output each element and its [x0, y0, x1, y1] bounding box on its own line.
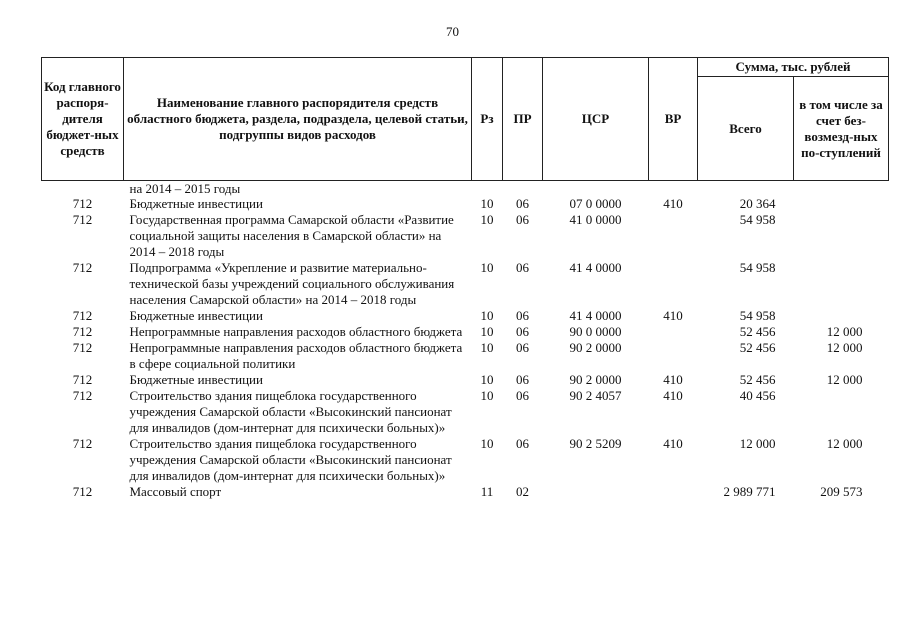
vr-cell	[649, 324, 698, 340]
rz-cell: 10	[480, 340, 494, 355]
vr-cell: 410	[663, 436, 683, 451]
table-row	[42, 340, 889, 372]
code-cell: 712	[72, 324, 93, 339]
rz-cell: 10	[480, 436, 494, 451]
rz-cell: 10	[480, 324, 494, 339]
rz-cell: 10	[480, 372, 494, 387]
code-cell: 712	[72, 436, 93, 451]
code-cell: 712	[72, 372, 93, 387]
pr-cell: 06	[516, 372, 529, 387]
header-csr: ЦСР	[543, 58, 649, 181]
total-cell: 52 456	[739, 324, 776, 339]
name-cell: Непрограммные направления расходов областного бюджета	[129, 324, 463, 339]
name-cell: Государственная программа Самарской области «Развитие социальной защиты населения в Самарской области» на 2014 – 2018 годы	[129, 212, 454, 259]
header-vr: ВР	[649, 58, 698, 181]
pr-cell: 06	[516, 260, 529, 275]
rz-cell: 11	[480, 484, 494, 499]
table-row	[42, 212, 889, 260]
csr-cell: 41 0 0000	[569, 212, 622, 227]
header-free: в том числе за счет без-возмезд-ных по-ступлений	[794, 77, 889, 181]
total-cell: 54 958	[739, 212, 776, 227]
code-cell: 712	[72, 388, 93, 403]
free-cell: 209 573	[820, 484, 863, 499]
name-cell: Массовый спорт	[129, 484, 222, 499]
rz-cell: 10	[480, 388, 494, 403]
code-cell: 712	[72, 212, 93, 227]
vr-cell	[649, 340, 698, 372]
page-number: 70	[446, 24, 459, 39]
table-body	[42, 181, 889, 501]
header-rz: Рз	[472, 58, 503, 181]
code-cell: 712	[72, 260, 93, 275]
total-cell: 52 456	[739, 340, 776, 355]
csr-cell: 90 2 0000	[569, 372, 622, 387]
header-name: Наименование главного распорядителя средств областного бюджета, раздела, подраздела, целевой статьи, подгруппы видов расходов	[124, 58, 472, 181]
vr-cell	[649, 484, 698, 500]
code-cell: 712	[72, 484, 93, 499]
csr-cell: 90 2 4057	[569, 388, 622, 403]
free-cell: 12 000	[826, 436, 863, 451]
vr-cell	[649, 260, 698, 308]
name-cell: Бюджетные инвестиции	[129, 196, 263, 211]
free-cell: 12 000	[826, 372, 863, 387]
vr-cell: 410	[663, 308, 683, 323]
pr-cell: 06	[516, 388, 529, 403]
rz-cell: 10	[480, 212, 494, 227]
header-pr: ПР	[503, 58, 543, 181]
free-cell	[794, 260, 889, 308]
vr-cell: 410	[663, 372, 683, 387]
header-sum-group: Сумма, тыс. рублей	[698, 58, 889, 77]
header-total: Всего	[698, 77, 794, 181]
total-cell: 2 989 771	[723, 484, 776, 499]
free-cell	[794, 388, 889, 436]
free-cell	[794, 196, 889, 212]
free-cell: 12 000	[826, 340, 863, 355]
csr-cell: 41 4 0000	[569, 308, 622, 323]
code-cell: 712	[72, 196, 93, 211]
header-code: Код главного распоря-дителя бюджет-ных средств	[42, 58, 124, 181]
code-cell: 712	[72, 308, 93, 323]
table-row	[42, 324, 889, 340]
table-row	[42, 372, 889, 388]
table-row	[42, 308, 889, 324]
free-cell	[794, 212, 889, 260]
total-cell: 12 000	[739, 436, 776, 451]
name-cell: Строительство здания пищеблока государственного учреждения Самарской области «Высокинский пансионат для инвалидов (дом-интернат для психически больных)»	[129, 436, 452, 483]
name-cell: Подпрограмма «Укрепление и развитие материально-технической базы учреждений социального обслуживания населения Самарской области» на 2014 – 2018 годы	[129, 260, 455, 307]
rz-cell: 10	[480, 260, 494, 275]
continuation-text: на 2014 – 2015 годы	[129, 181, 241, 196]
total-cell: 40 456	[739, 388, 776, 403]
total-cell: 20 364	[739, 196, 776, 211]
csr-cell: 41 4 0000	[569, 260, 622, 275]
table-row	[42, 484, 889, 500]
csr-cell	[543, 484, 649, 500]
rz-cell: 10	[480, 196, 494, 211]
budget-table	[41, 57, 889, 500]
total-cell: 54 958	[739, 308, 776, 323]
pr-cell: 06	[516, 196, 529, 211]
vr-cell: 410	[663, 388, 683, 403]
table-row	[42, 260, 889, 308]
vr-cell: 410	[663, 196, 683, 211]
name-cell: Непрограммные направления расходов областного бюджета в сфере социальной политики	[129, 340, 463, 371]
rz-cell: 10	[480, 308, 494, 323]
code-cell: 712	[72, 340, 93, 355]
pr-cell: 06	[516, 436, 529, 451]
table-header	[42, 58, 889, 181]
name-cell: Строительство здания пищеблока государственного учреждения Самарской области «Высокинский пансионат для инвалидов (дом-интернат для психически больных)»	[129, 388, 452, 435]
name-cell: Бюджетные инвестиции	[129, 308, 263, 323]
free-cell: 12 000	[826, 324, 863, 339]
pr-cell: 02	[516, 484, 529, 499]
table-row	[42, 196, 889, 212]
pr-cell: 06	[516, 324, 529, 339]
table-row	[42, 436, 889, 484]
pr-cell: 06	[516, 340, 529, 355]
total-cell: 54 958	[739, 260, 776, 275]
vr-cell	[649, 212, 698, 260]
name-cell: Бюджетные инвестиции	[129, 372, 263, 387]
pr-cell: 06	[516, 212, 529, 227]
csr-cell: 90 0 0000	[569, 324, 622, 339]
table-row	[42, 388, 889, 436]
free-cell	[794, 308, 889, 324]
csr-cell: 90 2 5209	[569, 436, 622, 451]
pr-cell: 06	[516, 308, 529, 323]
csr-cell: 07 0 0000	[569, 196, 622, 211]
csr-cell: 90 2 0000	[569, 340, 622, 355]
total-cell: 52 456	[739, 372, 776, 387]
continuation-row	[42, 181, 889, 197]
